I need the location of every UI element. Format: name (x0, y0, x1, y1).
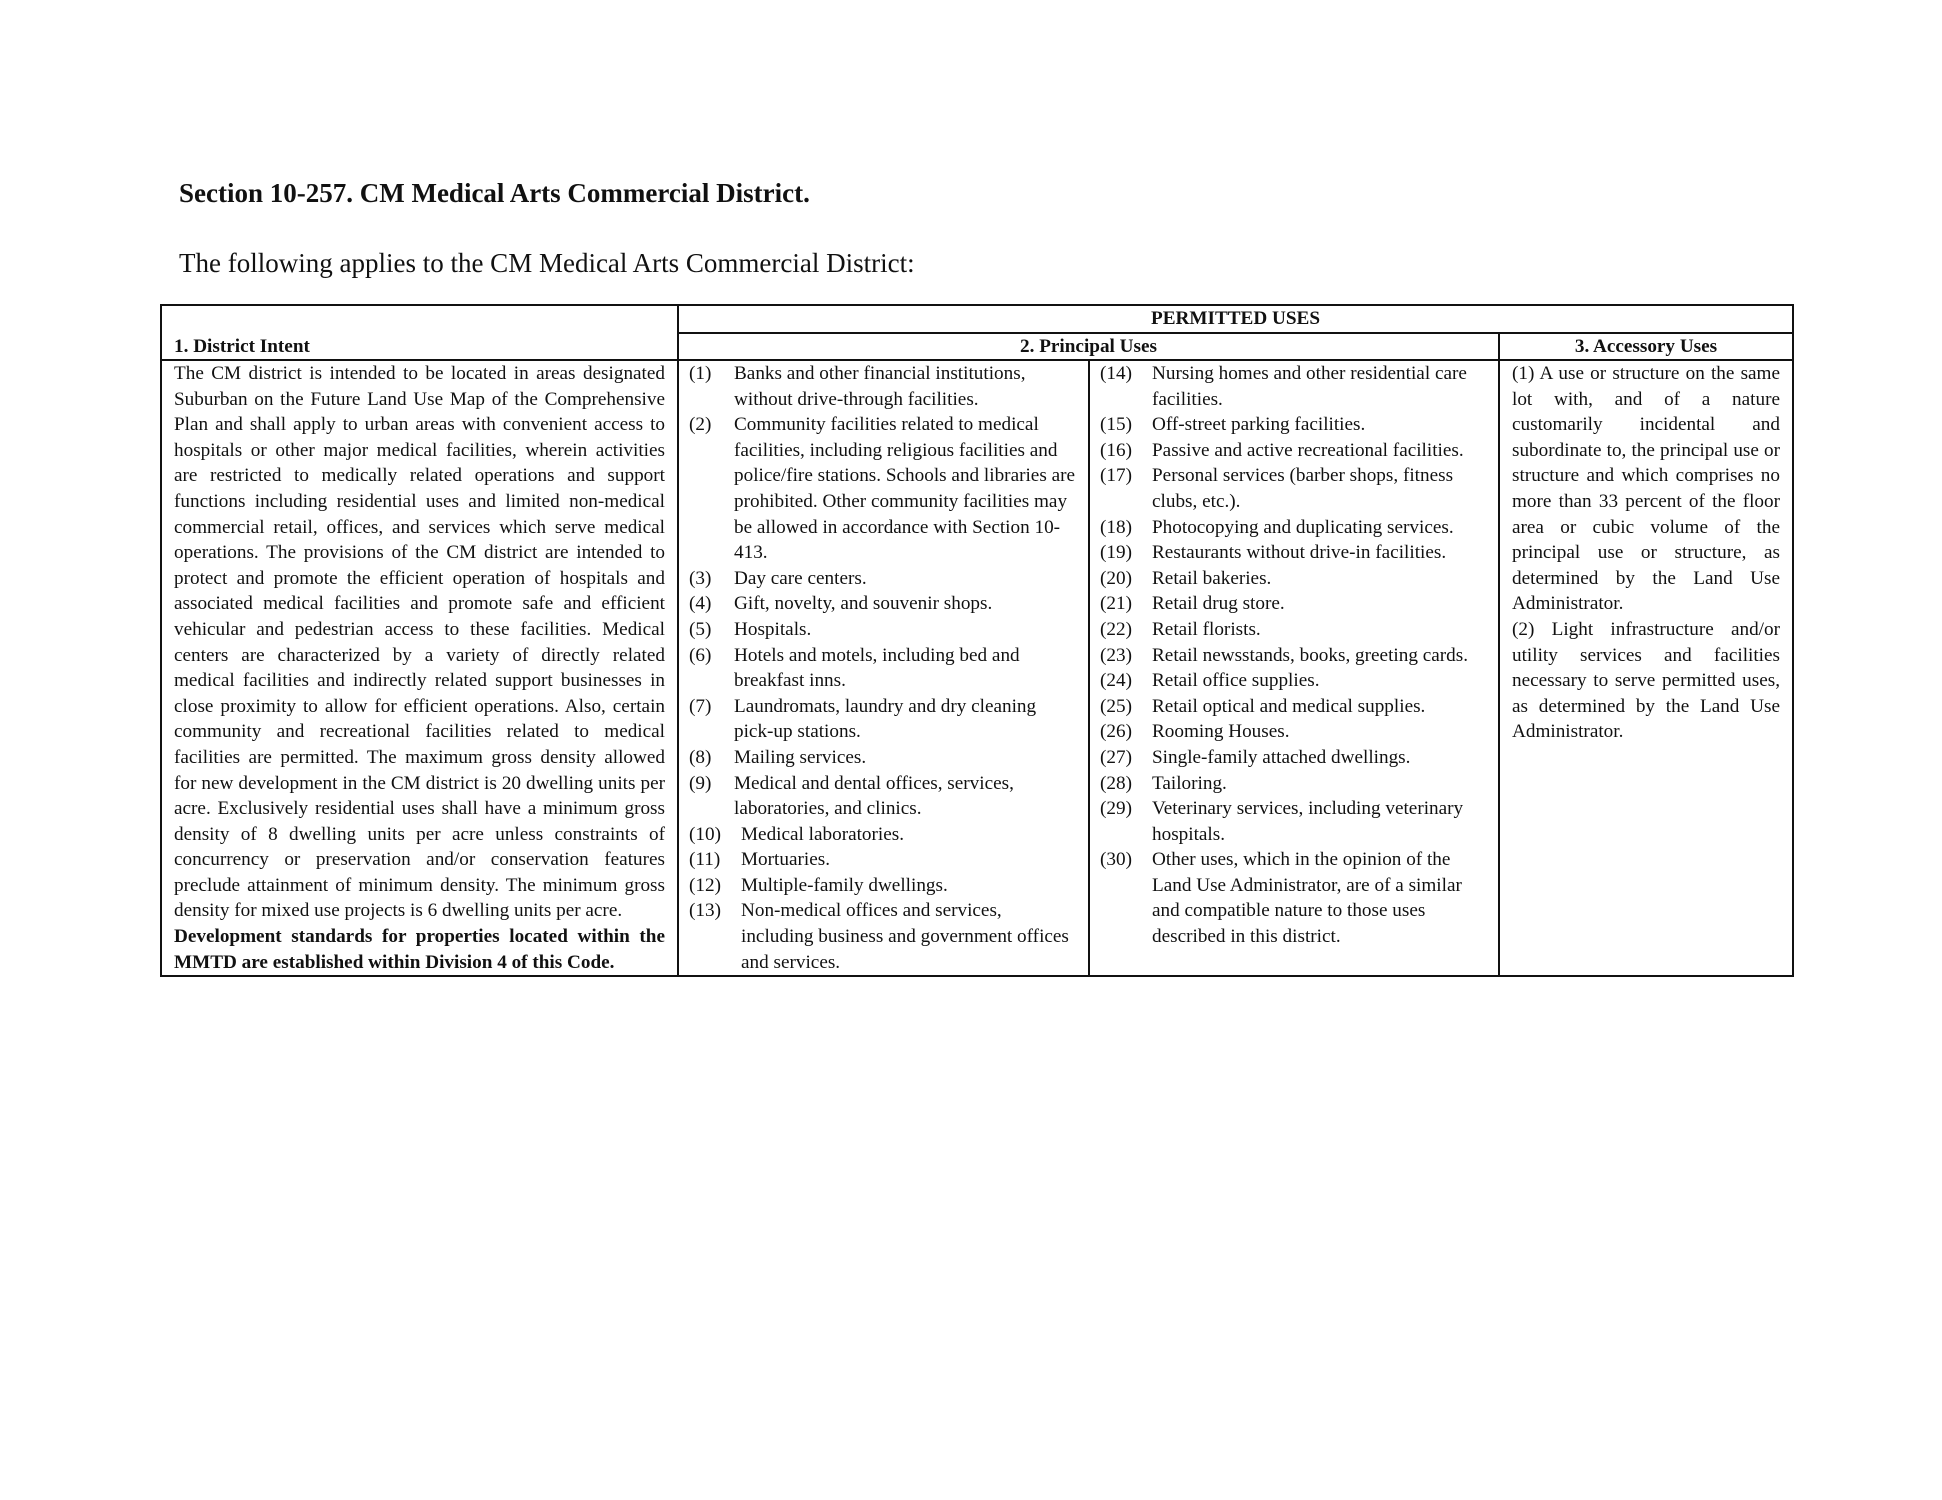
principal-use-text: Retail office supplies. (1152, 670, 1320, 692)
principal-use-text: Hospitals. (734, 618, 812, 640)
principal-use-number: (5) (689, 618, 712, 640)
principal-use-text: Day care centers. (734, 567, 867, 589)
district-intent-text: The CM district is intended to be located in areas designated Suburban on the Future Land Use Map of the Comprehensive Plan and shall apply to urban areas with convenient access to hospitals or other major medical facilities, wherein activities are restricted to medically related operations and support functions including residential uses and limited non-medical commercial retail, offices, and services which serve medical operations. The provisions of the CM district are intended to protect and promote the efficient operation of hospitals and associated medical facilities and promote safe and efficient vehicular and pedestrian access to these facilities. Medical centers are characterized by a variety of directly related medical facilities and indirectly related support businesses in close proximity to allow for efficient operations. Also, certain community and recreational facilities related to medical facilities are permitted. The maximum gross density allowed for new development in the CM district is 20 dwelling units per acre. Exclusively residential uses shall have a minimum gross density of 8 dwelling units per acre unless constraints of concurrency or preservation and/or conservation features preclude attainment of minimum density. The minimum gross density for mixed use projects is 6 dwelling units per acre. (174, 363, 665, 922)
principal-use-number: (11) (689, 849, 721, 871)
principal-use-text: Other uses, which in the opinion of the Land Use Administrator, are of a similar and compatible nature to those uses described in this district. (1152, 849, 1462, 948)
accessory-use-item: (2) Light infrastructure and/or utility services and facilities necessary to serve permitted uses, as determined by the Land Use Administrator. (1512, 618, 1780, 743)
principal-use-text: Non-medical offices and services, including business and government offices and services. (741, 900, 1069, 973)
cm-district-table (160, 304, 1794, 977)
principal-use-item (1100, 438, 1488, 464)
principal-use-item (1100, 847, 1488, 949)
principal-use-number: (10) (689, 823, 721, 845)
principal-use-text: Multiple-family dwellings. (741, 874, 948, 896)
principal-uses-left-list (679, 361, 1088, 975)
principal-use-item (1100, 463, 1488, 514)
principal-use-item (1100, 668, 1488, 694)
principal-use-text: Mailing services. (734, 746, 867, 768)
principal-use-number: (26) (1100, 721, 1132, 743)
principal-use-number: (22) (1100, 618, 1132, 640)
principal-use-number: (2) (689, 414, 712, 436)
principal-use-item (1100, 771, 1488, 797)
principal-use-item (689, 694, 1078, 745)
principal-use-number: (27) (1100, 746, 1132, 768)
principal-use-item (689, 898, 1078, 975)
principal-use-number: (17) (1100, 465, 1132, 487)
district-intent-mmtd-note: Development standards for properties located within the MMTD are established within Division 4 of this Code. (174, 926, 665, 973)
principal-use-item (689, 771, 1078, 822)
intro-paragraph: The following applies to the CM Medical Arts Commercial District: (179, 248, 915, 278)
principal-use-number: (24) (1100, 670, 1132, 692)
principal-use-item (689, 643, 1078, 694)
principal-uses-header: 2. Principal Uses (678, 333, 1499, 360)
principal-use-number: (28) (1100, 772, 1132, 794)
principal-use-number: (30) (1100, 849, 1132, 871)
principal-use-item (689, 847, 1078, 873)
principal-use-text: Retail bakeries. (1152, 567, 1272, 589)
principal-use-number: (16) (1100, 439, 1132, 461)
principal-uses-right-list (1090, 361, 1498, 950)
principal-use-text: Retail drug store. (1152, 593, 1285, 615)
principal-use-item (689, 591, 1078, 617)
principal-use-number: (6) (689, 644, 712, 666)
principal-use-number: (18) (1100, 516, 1132, 538)
permitted-uses-header: PERMITTED USES (678, 305, 1793, 333)
principal-use-number: (7) (689, 695, 712, 717)
principal-use-item (1100, 796, 1488, 847)
district-intent-cell (161, 360, 678, 976)
principal-use-number: (19) (1100, 542, 1132, 564)
principal-use-item (1100, 745, 1488, 771)
table-body-row (161, 360, 1793, 976)
principal-use-text: Passive and active recreational facilities. (1152, 439, 1464, 461)
principal-use-item (689, 822, 1078, 848)
principal-use-text: Gift, novelty, and souvenir shops. (734, 593, 993, 615)
principal-use-text: Mortuaries. (741, 849, 830, 871)
principal-use-text: Retail florists. (1152, 618, 1261, 640)
principal-use-number: (9) (689, 772, 712, 794)
principal-use-item (1100, 412, 1488, 438)
principal-use-item (1100, 515, 1488, 541)
principal-uses-right-cell (1089, 360, 1499, 976)
district-intent-header: 1. District Intent (161, 305, 678, 360)
table-header-row-1 (161, 305, 1793, 333)
accessory-use-item: (1) A use or structure on the same lot with, and of a nature customarily incidental and subordinate to, the principal use or structure and which comprises no more than 33 percent of the floor area or cubic volume of the principal use or structure, as determined by the Land Use Administrator. (1512, 363, 1780, 615)
principal-use-number: (25) (1100, 695, 1132, 717)
principal-use-item (1100, 643, 1488, 669)
principal-use-text: Retail optical and medical supplies. (1152, 695, 1426, 717)
principal-use-number: (14) (1100, 363, 1132, 384)
principal-use-text: Retail newsstands, books, greeting cards. (1152, 644, 1468, 666)
principal-use-item (689, 873, 1078, 899)
section-title: Section 10-257. CM Medical Arts Commercial District. (179, 178, 810, 208)
principal-use-item (1100, 540, 1488, 566)
principal-use-number: (20) (1100, 567, 1132, 589)
principal-use-text: Veterinary services, including veterinary hospitals. (1152, 798, 1464, 845)
principal-use-number: (8) (689, 746, 712, 768)
accessory-uses-cell (1499, 360, 1793, 976)
principal-use-text: Hotels and motels, including bed and breakfast inns. (734, 644, 1020, 692)
principal-use-item (689, 745, 1078, 771)
principal-use-item (689, 361, 1078, 412)
principal-use-item (1100, 694, 1488, 720)
principal-use-item (689, 566, 1078, 592)
principal-use-text: Single-family attached dwellings. (1152, 746, 1411, 768)
principal-use-number: (13) (689, 900, 721, 922)
principal-use-item (1100, 617, 1488, 643)
principal-use-text: Nursing homes and other residential care facilities. (1152, 363, 1467, 410)
principal-use-text: Medical and dental offices, services, laboratories, and clinics. (734, 772, 1014, 820)
principal-use-number: (21) (1100, 593, 1132, 615)
accessory-uses-header: 3. Accessory Uses (1499, 333, 1793, 360)
principal-use-number: (1) (689, 363, 712, 384)
principal-use-text: Community facilities related to medical facilities, including religious facilities and police/fire stations. Schools and libraries are prohibited. Other community facilities may be allowed in accordance with Section 10-413. (734, 414, 1076, 564)
principal-use-text: Personal services (barber shops, fitness clubs, etc.). (1152, 465, 1454, 512)
principal-use-text: Rooming Houses. (1152, 721, 1290, 743)
principal-use-text: Laundromats, laundry and dry cleaning pick-up stations. (734, 695, 1037, 743)
principal-use-text: Tailoring. (1152, 772, 1227, 794)
principal-use-number: (23) (1100, 644, 1132, 666)
principal-use-item (1100, 566, 1488, 592)
principal-use-item (1100, 591, 1488, 617)
principal-use-item (1100, 719, 1488, 745)
principal-use-text: Medical laboratories. (741, 823, 905, 845)
principal-use-item (689, 617, 1078, 643)
principal-use-text: Off-street parking facilities. (1152, 414, 1366, 436)
principal-use-text: Banks and other financial institutions, without drive-through facilities. (734, 363, 1026, 410)
principal-use-number: (29) (1100, 798, 1132, 820)
principal-use-text: Photocopying and duplicating services. (1152, 516, 1454, 538)
principal-use-number: (3) (689, 567, 712, 589)
principal-use-number: (12) (689, 874, 721, 896)
principal-use-number: (15) (1100, 414, 1132, 436)
principal-use-item (1100, 361, 1488, 412)
principal-use-item (689, 412, 1078, 566)
principal-use-text: Restaurants without drive-in facilities. (1152, 542, 1447, 564)
principal-uses-left-cell (678, 360, 1089, 976)
principal-use-number: (4) (689, 593, 712, 615)
